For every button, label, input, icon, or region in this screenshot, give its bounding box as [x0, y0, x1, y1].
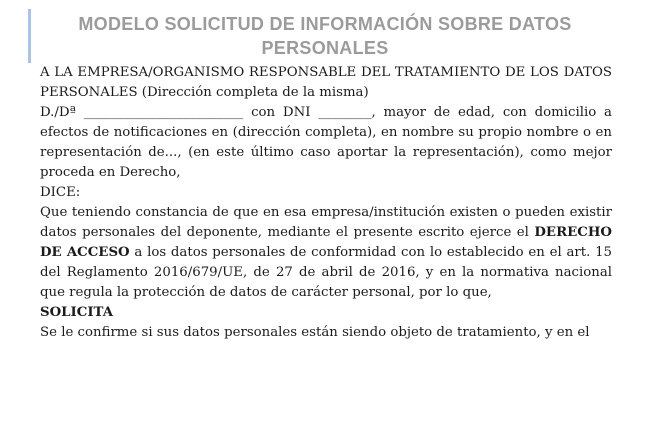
addressee-paragraph: A LA EMPRESA/ORGANISMO RESPONSABLE DEL TRATAMIENTO DE LOS DATOS PERSONALES (Dirección completa de la misma) [40, 65, 612, 100]
dice-label: DICE: [40, 185, 81, 200]
document-title: MODELO SOLICITUD DE INFORMACIÓN SOBRE DATOS PERSONALES [78, 14, 572, 58]
request-paragraph: Se le confirme si sus datos personales están siendo objeto de tratamiento, y en el [40, 325, 590, 340]
title-block [28, 9, 620, 63]
solicita-label: SOLICITA [40, 305, 114, 320]
document-body [40, 63, 612, 343]
declaration-paragraph: Que teniendo constancia de que en esa empresa/institución existen o pueden existir datos personales del deponente, mediante el presente escrito ejerce el DERECHO DE ACCESO a los datos personales de conformidad con lo establecido en el art. 15 del Reglamento 2016/679/UE, de 27 de abril de 2016, y en la normativa nacional que regula la protección de datos de carácter personal, por lo que, [40, 205, 612, 300]
intro-paragraph: D./Dª ________________________ con DNI ________, mayor de edad, con domicilio a efectos de notificaciones en (dirección completa), en nombre su propio nombre o en representación de..., (en este último caso aportar la representación), como mejor proceda en Derecho, [40, 105, 612, 180]
